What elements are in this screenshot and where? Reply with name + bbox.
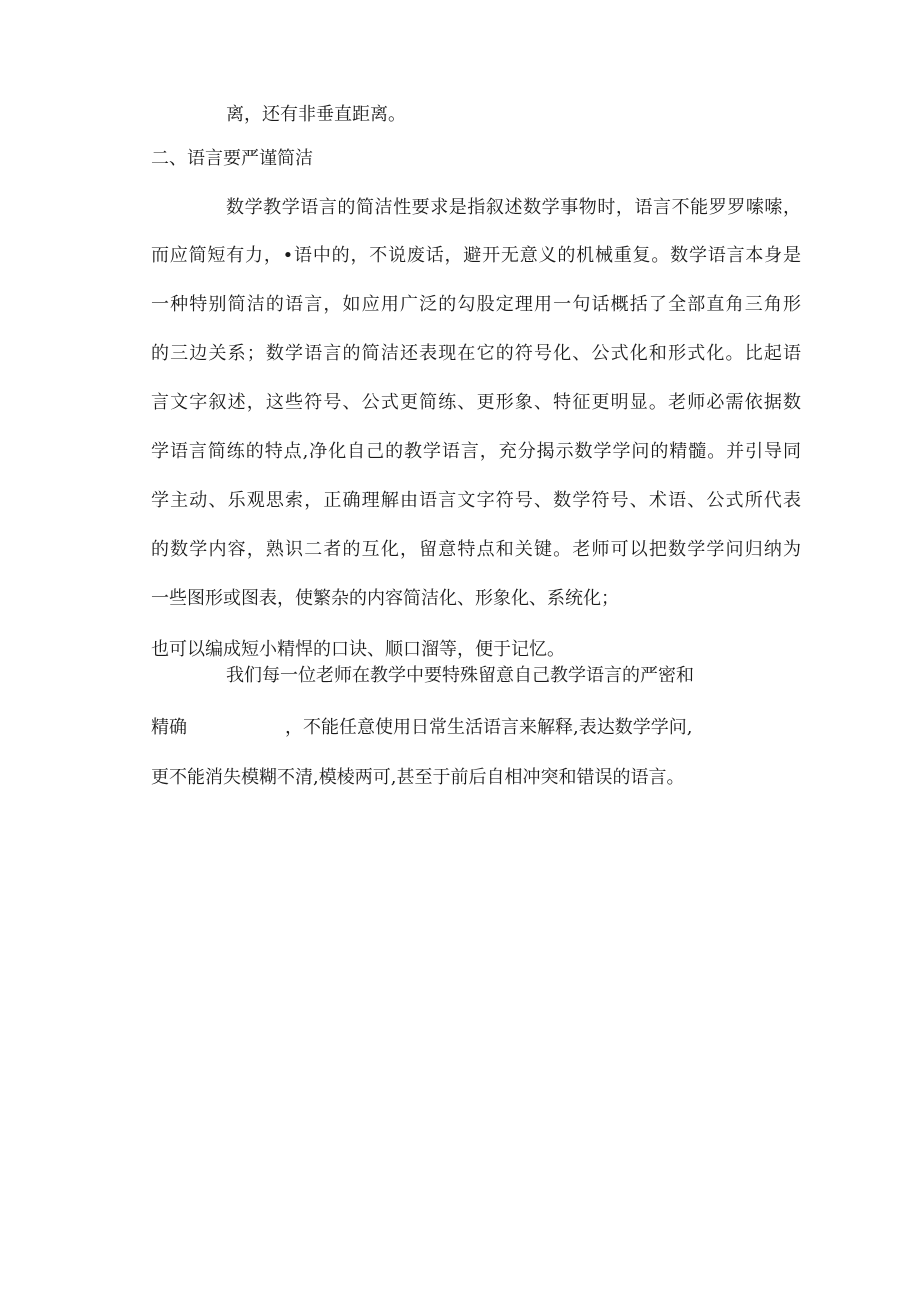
paragraph-line: 一种特别简洁的语言，如应用广泛的勾股定理用一句话概括了全部直角三角形 <box>151 294 801 315</box>
paragraph-line: ，不能任意使用日常生活语言来解释,表达数学学问, <box>285 717 693 738</box>
paragraph-line: 数学教学语言的简洁性要求是指叙述数学事物时，语言不能罗罗嗦嗦， <box>226 197 801 218</box>
paragraph-continuation-line: 离，还有非垂直距离。 <box>226 104 406 125</box>
section-heading: 二、语言要严谨简洁 <box>151 148 313 169</box>
paragraph-line: 也可以编成短小精悍的口诀、顺口溜等，便于记忆。 <box>151 639 565 660</box>
paragraph-line: 言文字叙述，这些符号、公式更简练、更形象、特征更明显。老师必需依据数 <box>151 392 801 413</box>
paragraph-line: 的数学内容，熟识二者的互化，留意特点和关键。老师可以把数学学问归纳为 <box>151 539 801 560</box>
paragraph-line: 学主动、乐观思索，正确理解由语言文字符号、数学符号、术语、公式所代表 <box>151 490 801 511</box>
paragraph-line: 一些图形或图表，使繁杂的内容简洁化、形象化、系统化； <box>151 588 619 609</box>
paragraph-line: 精确 <box>151 717 187 738</box>
paragraph-line: 的三边关系；数学语言的简洁还表现在它的符号化、公式化和形式化。比起语 <box>151 343 801 364</box>
paragraph-line: 而应简短有力，•语中的，不说废话，避开无意义的机械重复。数学语言本身是 <box>151 245 801 266</box>
paragraph-line: 学语言简练的特点,净化自己的教学语言，充分揭示数学学问的精髓。并引导同 <box>151 441 801 462</box>
paragraph-line: 更不能消失模糊不清,模棱两可,甚至于前后自相冲突和错误的语言。 <box>151 767 685 788</box>
paragraph-line: 我们每一位老师在教学中要特殊留意自己教学语言的严密和 <box>226 665 694 686</box>
